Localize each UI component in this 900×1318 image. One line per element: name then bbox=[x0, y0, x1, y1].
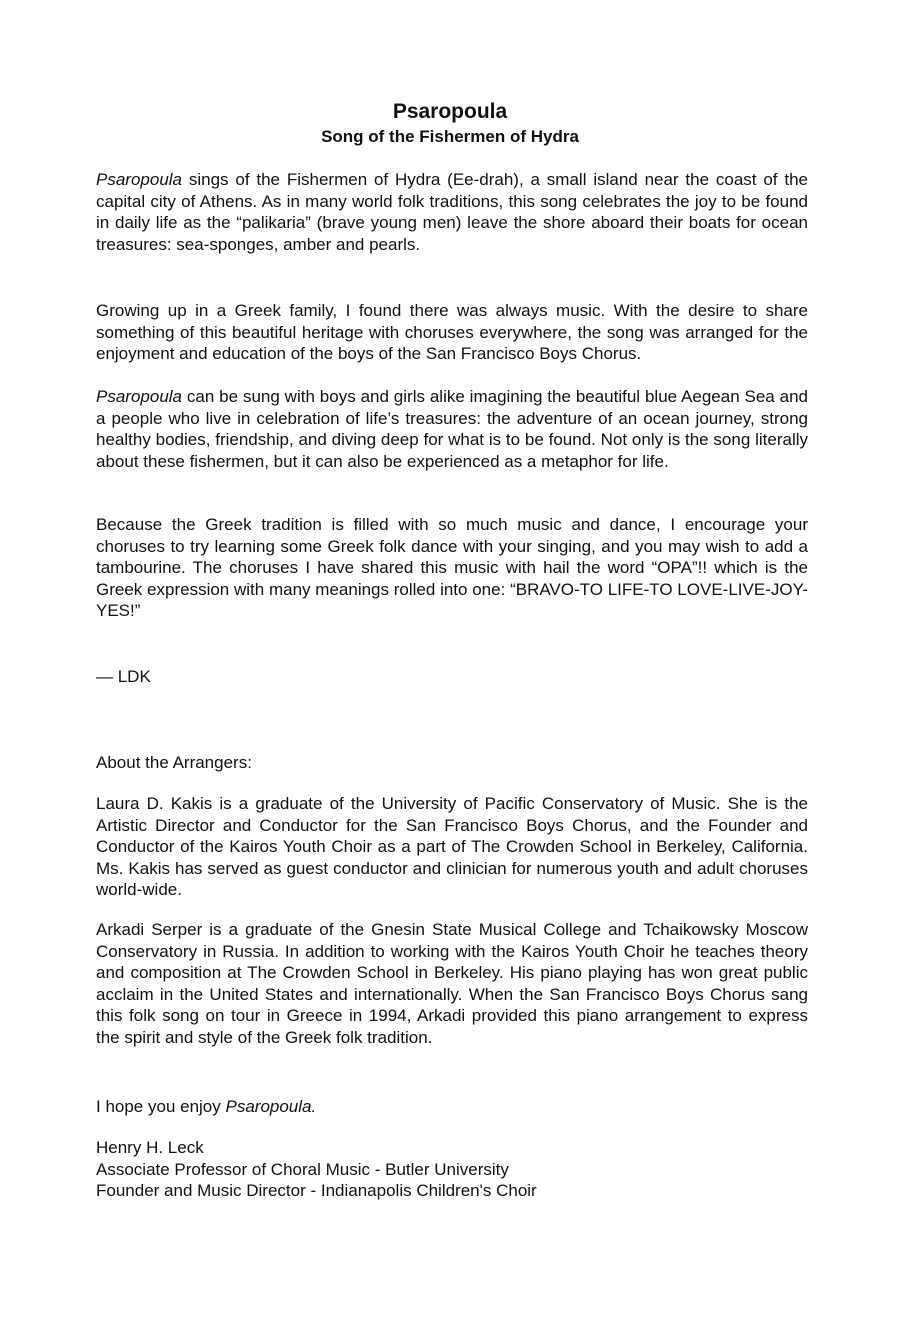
heritage-paragraph: Growing up in a Greek family, I found there was always music. With the desire to share something of this beautiful heritage with choruses everywhere, the song was arranged for the enjoyment and education of the boys of the San Francisco Boys Chorus. bbox=[96, 301, 808, 363]
page-title: Psaropoula bbox=[392, 100, 508, 123]
intro-text: sings of the Fishermen of Hydra (Ee-drah), a small island near the coast of the capital city of Athens. As in many world folk traditions, this song celebrates the joy to be found in daily life as the “palikaria” (brave young men) leave the shore aboard their boats for ocean treasures: sea-sponges, amber and pearls. bbox=[96, 170, 808, 254]
signoff: — LDK bbox=[96, 667, 151, 686]
intro-paragraph bbox=[96, 169, 808, 255]
about-heading: About the Arrangers: bbox=[96, 753, 252, 772]
metaphor-song-title: Psaropoula bbox=[96, 387, 183, 406]
arranger-serper-bio: Arkadi Serper is a graduate of the Gnesin State Musical College and Tchaikowsky Moscow Conservatory in Russia. In addition to working with the Kairos Youth Choir he teaches theory and composition at The Crowden School in Berkeley. His piano playing has won great public acclaim in the United States and internationally. When the San Francisco Boys Chorus sang this folk song on tour in Greece in 1994, Arkadi provided this piano arrangement to express the spirit and style of the Greek folk tradition. bbox=[96, 920, 808, 1047]
intro-song-title: Psaropoula bbox=[96, 170, 183, 189]
signature-title-2: Founder and Music Director - Indianapolis Children's Choir bbox=[96, 1181, 537, 1200]
arranger-kakis-bio: Laura D. Kakis is a graduate of the University of Pacific Conservatory of Music. She is the Artistic Director and Conductor for the San Francisco Boys Chorus, and the Founder and Conductor of the Kairos Youth Choir as a part of The Crowden School in Berkeley, California. Ms. Kakis has served as guest conductor and clinician for numerous youth and adult choruses world-wide. bbox=[96, 794, 808, 899]
dance-paragraph: Because the Greek tradition is filled with so much music and dance, I encourage your choruses to try learning some Greek folk dance with your singing, and you may wish to add a tambourine. The choruses I have shared this music with hail the word “OPA”!! which is the Greek expression with many meanings rolled into one: “BRAVO-TO LIFE-TO LOVE-LIVE-JOY-YES!” bbox=[96, 515, 808, 620]
metaphor-text: can be sung with boys and girls alike imagining the beautiful blue Aegean Sea and a people who live in celebration of life’s treasures: the adventure of an ocean journey, strong healthy bodies, friendship, and diving deep for what is to be found. Not only is the song literally about these fishermen, but it can also be experienced as a metaphor for life. bbox=[96, 387, 808, 471]
signature-block bbox=[96, 1137, 808, 1202]
closing-song-title: Psaropoula. bbox=[225, 1097, 317, 1116]
closing-prefix: I hope you enjoy bbox=[96, 1097, 226, 1116]
signature-title-1: Associate Professor of Choral Music - Butler University bbox=[96, 1159, 509, 1179]
page-subtitle: Song of the Fishermen of Hydra bbox=[321, 127, 579, 146]
signature-name: Henry H. Leck bbox=[96, 1138, 204, 1157]
closing-line bbox=[96, 1096, 808, 1118]
metaphor-paragraph bbox=[96, 386, 808, 472]
